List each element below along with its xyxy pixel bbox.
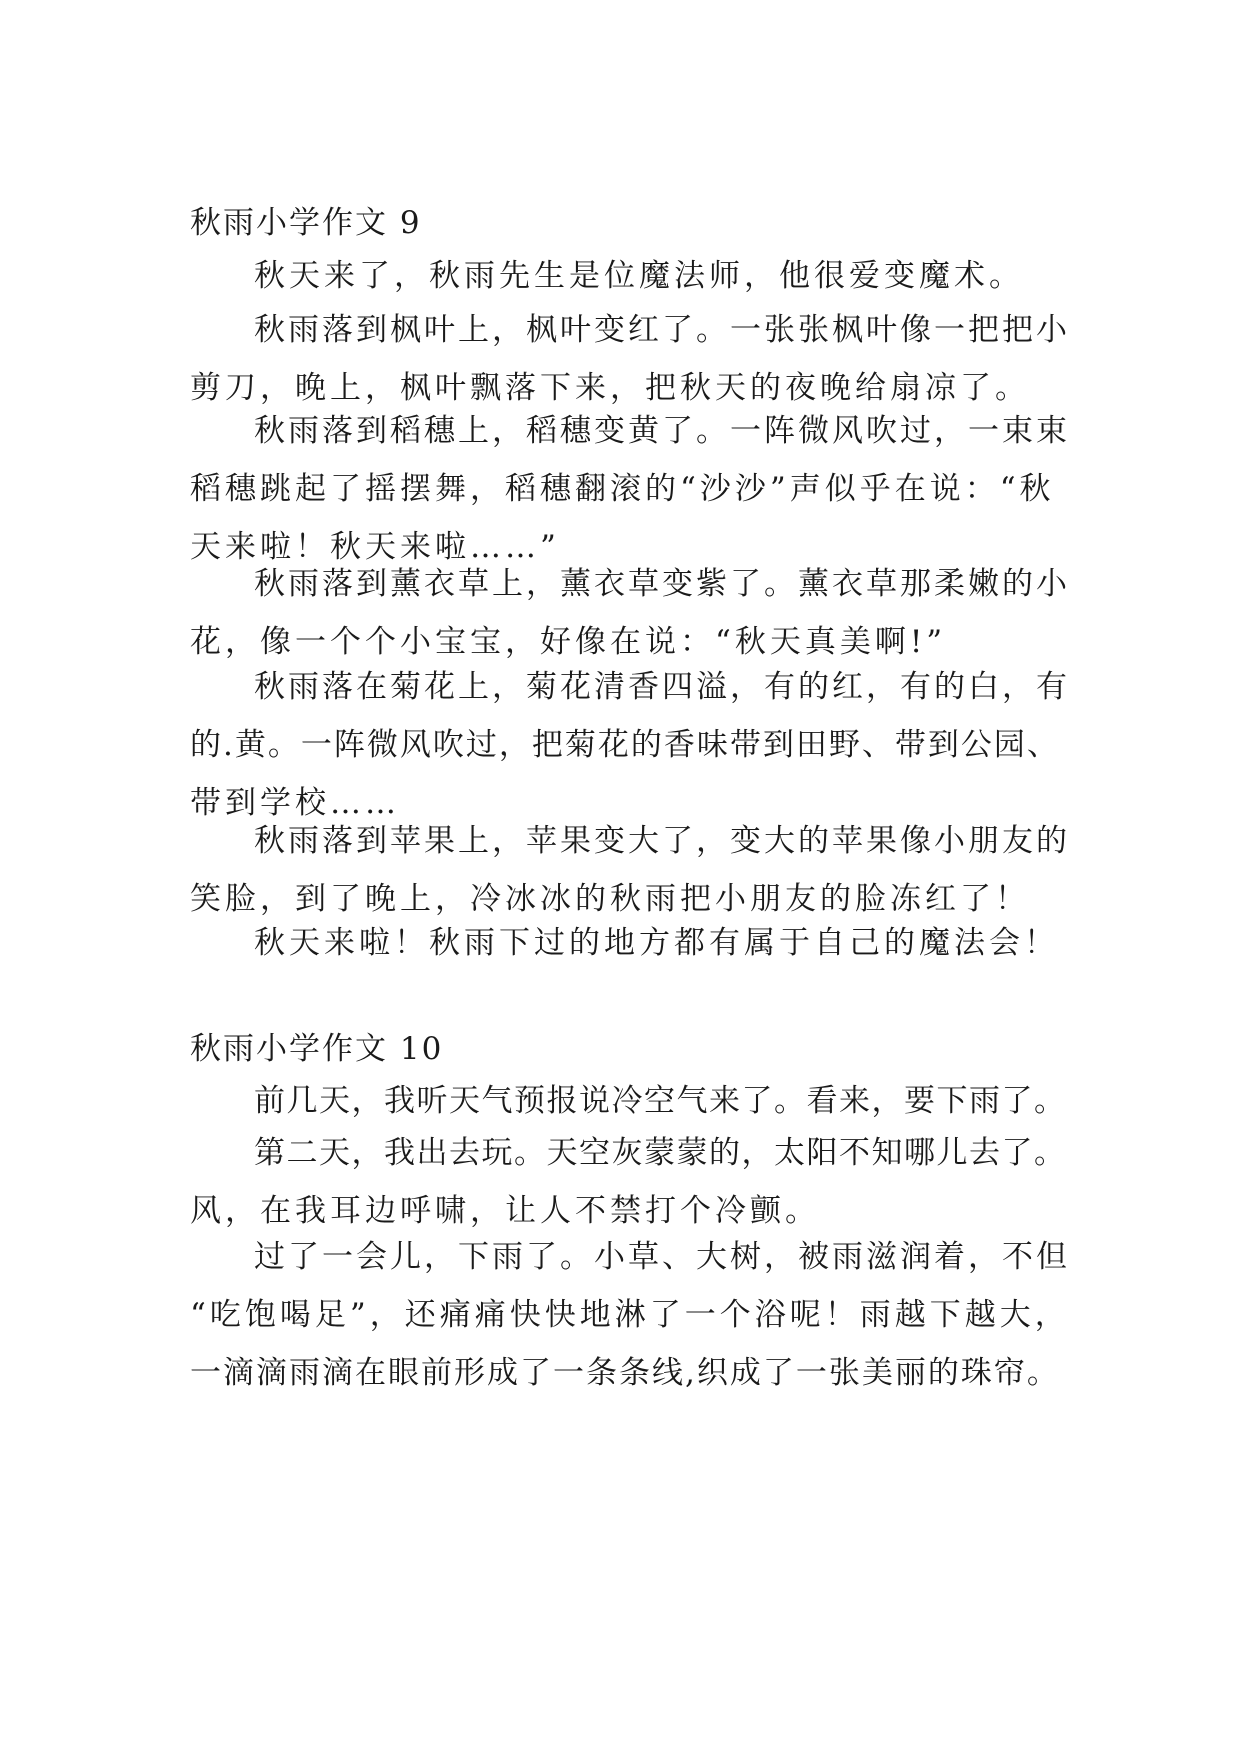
text-line: 稻穗跳起了摇摆舞，稻穗翻滚的“沙沙”声似乎在说：“秋 [190, 471, 1055, 507]
text-line: 秋雨落到薰衣草上，薰衣草变紫了。薰衣草那柔嫩的小 [254, 566, 1070, 602]
paragraph [190, 914, 1070, 972]
paragraph [190, 555, 1070, 671]
text-line: 过了一会儿，下雨了。小草、大树，被雨滋润着，不但 [254, 1239, 1070, 1275]
text-line: 一滴滴雨滴在眼前形成了一条条线,织成了一张美丽的珠帘。 [190, 1355, 1060, 1391]
text-line: 风，在我耳边呼啸，让人不禁打个冷颤。 [190, 1193, 820, 1229]
text-line: “吃饱喝足”，还痛痛快快地淋了一个浴呢！雨越下越大， [190, 1297, 1070, 1333]
text-line: 笑脸，到了晚上，冷冰冰的秋雨把小朋友的脸冻红了！ [190, 881, 1030, 917]
section-title: 秋雨小学作文 9 [190, 205, 422, 241]
paragraph [190, 658, 1070, 832]
paragraph [190, 402, 1070, 576]
text-line: 秋雨落到稻穗上，稻穗变黄了。一阵微风吹过，一束束 [254, 413, 1070, 449]
text-line: 第二天，我出去玩。天空灰蒙蒙的，太阳不知哪儿去了。 [254, 1135, 1067, 1171]
text-line: 花，像一个个小宝宝，好像在说：“秋天真美啊!” [190, 624, 947, 660]
paragraph [190, 1228, 1070, 1402]
text-line: 带到学校…… [190, 785, 400, 821]
text-line: 秋雨落到苹果上，苹果变大了，变大的苹果像小朋友的 [254, 823, 1070, 859]
text-line: 前几天，我听天气预报说冷空气来了。看来，要下雨了。 [254, 1083, 1067, 1119]
paragraph [190, 301, 1070, 417]
text-line: 秋雨落到枫叶上，枫叶变红了。一张张枫叶像一把把小 [254, 312, 1070, 348]
paragraph [190, 247, 1070, 305]
paragraph [190, 812, 1070, 928]
text-line: 秋天来啦！秋雨下过的地方都有属于自己的魔法会！ [254, 925, 1059, 961]
section-title: 秋雨小学作文 10 [190, 1031, 444, 1067]
paragraph [190, 1124, 1070, 1240]
text-line: 秋天来了，秋雨先生是位魔法师，他很爱变魔术。 [254, 258, 1024, 294]
paragraph [190, 1072, 1070, 1130]
text-line: 秋雨落在菊花上，菊花清香四溢，有的红，有的白，有 [254, 669, 1070, 705]
text-line: 天来啦！秋天来啦……” [190, 529, 560, 565]
text-line: 剪刀，晚上，枫叶飘落下来，把秋天的夜晚给扇凉了。 [190, 370, 1030, 406]
text-line: 的.黄。一阵微风吹过，把菊花的香味带到田野、带到公园、 [190, 727, 1060, 763]
